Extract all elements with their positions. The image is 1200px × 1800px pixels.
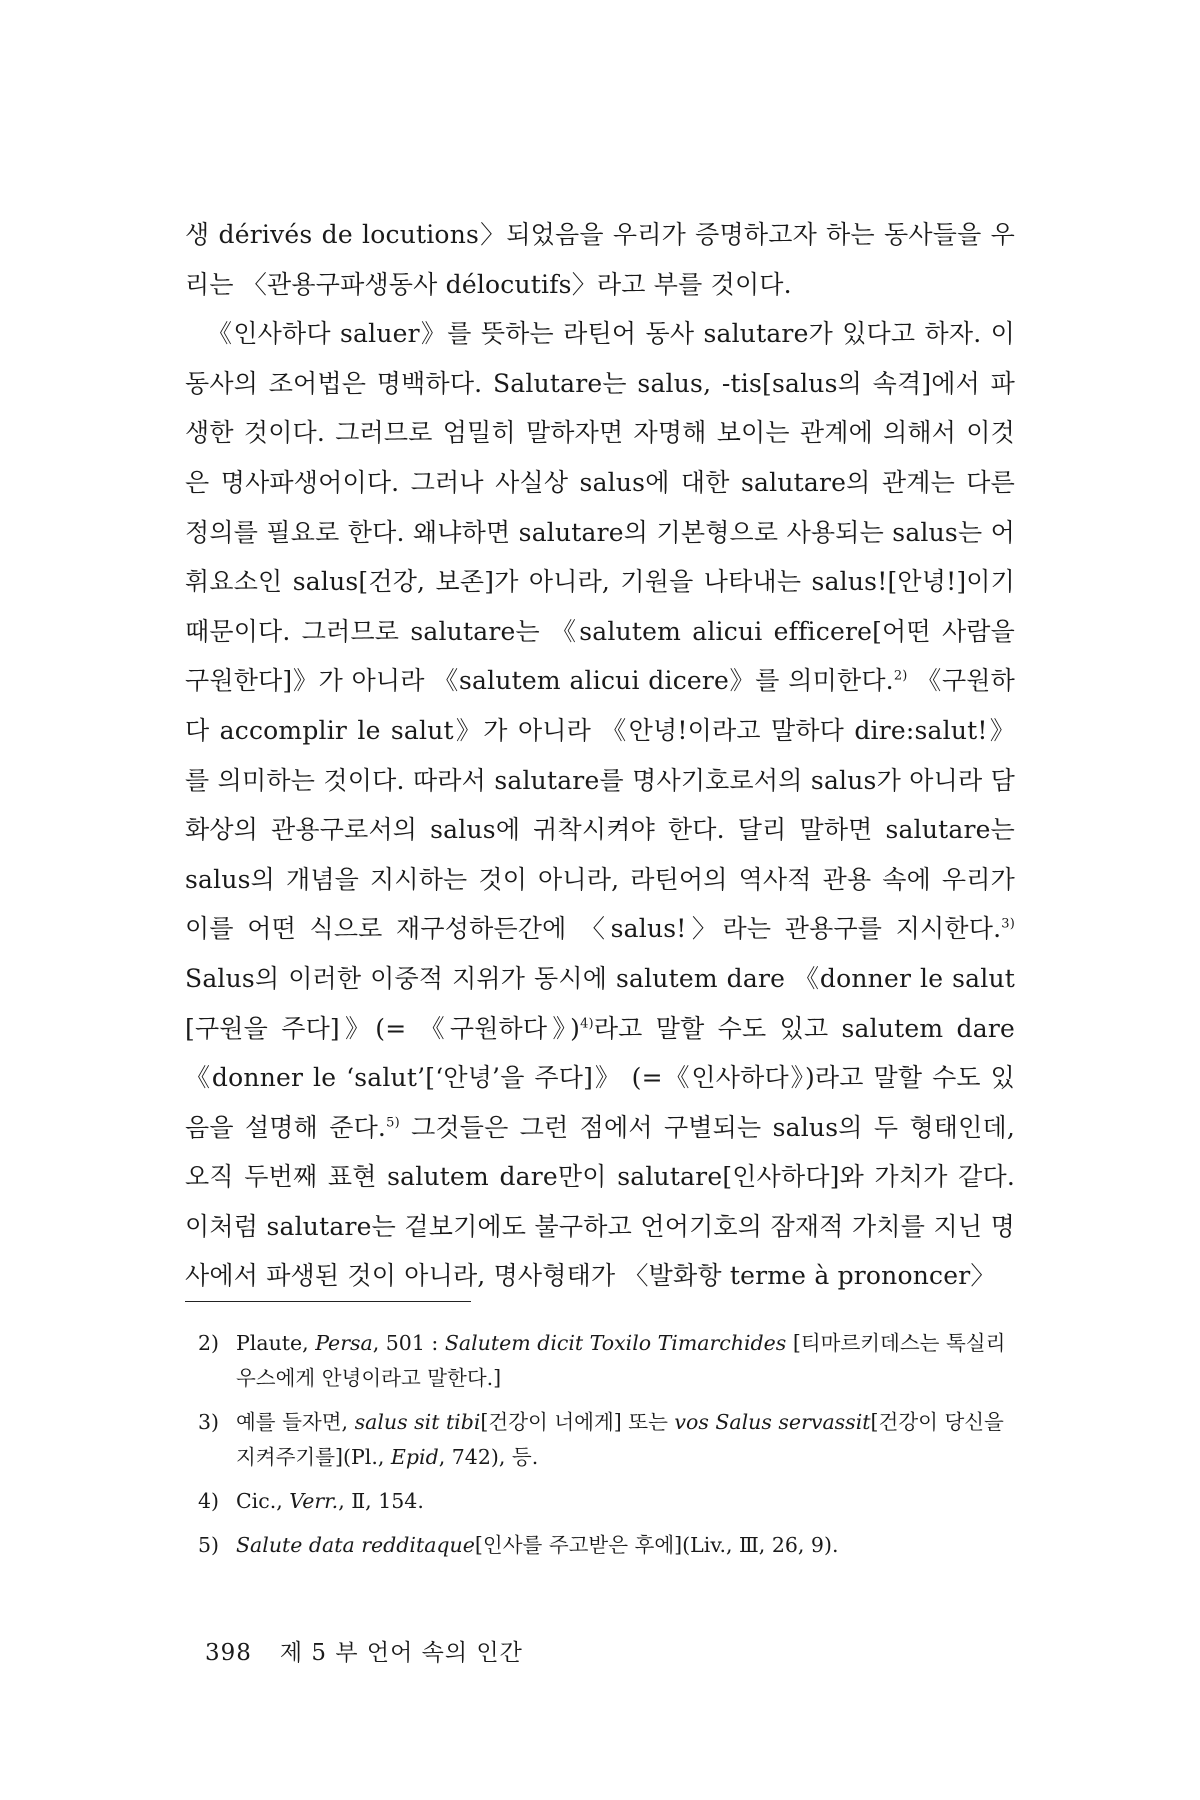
footnote-segment: 예를 들자면, [236, 1410, 355, 1434]
footnote-segment: [건강이 당신을 지켜주기를](Pl., [236, 1410, 1004, 1469]
paragraph-2-text-a: 《인사하다 saluer》를 뜻하는 라틴어 동사 salutare가 있다고 하자. 이 동사의 조어법은 명백하다. Salutare는 salus, -tis[salus의 속격]에서 파생한 것이다. 그러므로 엄밀히 말하자면 자명해 보이는 관계에 의해서 이것은 명사파생어이다. 그러나 사실상 salus에 대한 salutare의 관계는 다른 정의를 필요로 한다. 왜냐하면 salutare의 기본형으로 사용되는 salus는 어휘요소인 salus[건강, 보존]가 아니라, 기원을 나타내는 salus![안녕!]이기 때문이다. 그러므로 salutare는 《salutem alicui efficere[어떤 사람을 구원한다]》가 아니라 《salutem alicui dicere》를 의미한다. [185, 319, 1015, 696]
footnote-4 [198, 1484, 1015, 1519]
paragraph-1 [185, 210, 1015, 309]
footnote-number: 2) [198, 1331, 220, 1355]
footnote-5 [198, 1528, 1015, 1563]
page-number: 398 [205, 1640, 252, 1666]
footnote-number: 3) [198, 1410, 220, 1434]
paragraph-1-text: 생 dérivés de locutions〉되었음을 우리가 증명하고자 하는 동사들을 우리는 〈관용구파생동사 délocutifs〉라고 부를 것이다. [185, 220, 1015, 299]
footnote-italic: Persa [315, 1331, 373, 1355]
footnote-number: 4) [198, 1489, 220, 1513]
footnote-segment: [티마르키데스는 톡실리우스에게 안녕이라고 말한다.] [236, 1331, 1006, 1390]
footnote-number: 5) [198, 1533, 220, 1557]
footnote-italic: salus sit tibi [354, 1410, 481, 1434]
running-title: 제 5 부 언어 속의 인간 [279, 1640, 523, 1666]
footnote-ref-4: 4) [580, 1016, 594, 1032]
footnote-ref-3: 3) [1001, 916, 1015, 932]
footnote-2 [198, 1326, 1015, 1396]
footnote-italic: Epid [390, 1445, 439, 1469]
footnote-segment: [건강이 너에게] 또는 [480, 1410, 675, 1434]
footnote-ref-5: 5) [386, 1115, 400, 1131]
footnote-divider [185, 1301, 471, 1302]
footnote-italic: vos Salus servassit [674, 1410, 871, 1434]
footnote-text [236, 1410, 1004, 1469]
paragraph-2-text-b: 《구원하다 accomplir le salut》가 아니라 《안녕!이라고 말하다 dire:salut!》를 의미하는 것이다. 따라서 salutare를 명사기호로서의 salus가 아니라 담화상의 관용구로서의 salus에 귀착시켜야 한다. 달리 말하면 salutare는 salus의 개념을 지시하는 것이 아니라, 라틴어의 역사적 관용 속에 우리가 이를 어떤 식으로 재구성하든간에 〈salus!〉라는 관용구를 지시한다. [185, 666, 1015, 944]
footnote-segment: , 742), 등. [438, 1445, 539, 1469]
footnotes [198, 1326, 1015, 1572]
footnote-segment: , Ⅱ, 154. [338, 1489, 424, 1513]
footnote-segment: Plaute, [236, 1331, 316, 1355]
paragraph-2-text-c: Salus의 이러한 이중적 지위가 동시에 salutem dare 《donner le salut [구원을 주다]》(= 《구원하다》) [185, 963, 1015, 1043]
footnote-segment: , 501 : [372, 1331, 445, 1355]
footnote-italic: Salute data redditaque [236, 1533, 475, 1557]
footnote-text [236, 1533, 839, 1557]
main-text [185, 210, 1015, 1301]
page-footer [205, 1634, 523, 1667]
footnote-ref-2: 2) [893, 669, 908, 685]
paragraph-2 [185, 309, 1015, 1301]
footnote-text [236, 1331, 1005, 1390]
footnote-segment: Cic., [236, 1489, 290, 1513]
footnote-italic: Salutem dicit Toxilo Timarchides [444, 1331, 787, 1355]
paragraph-2-text-e: 그것들은 그런 점에서 구별되는 salus의 두 형태인데, 오직 두번째 표현 salutem dare만이 salutare[인사하다]와 가치가 같다. 이처럼 salutare는 겉보기에도 불구하고 언어기호의 잠재적 가치를 지닌 명사에서 파생된 것이 아니라, 명사형태가 〈발화항 terme à prononcer〉 [185, 1112, 1015, 1291]
footnote-text [236, 1489, 424, 1513]
footnote-italic: Verr. [289, 1489, 339, 1513]
paragraph-2-text-d: 라고 말할 수도 있고 salutem dare 《donner le ‘salut’[‘안녕’을 주다]》 (=《인사하다》)라고 말할 수도 있음을 설명해 준다. [185, 1013, 1015, 1142]
footnote-segment: [인사를 주고받은 후에](Liv., Ⅲ, 26, 9). [474, 1533, 839, 1557]
footnote-3 [198, 1405, 1015, 1475]
